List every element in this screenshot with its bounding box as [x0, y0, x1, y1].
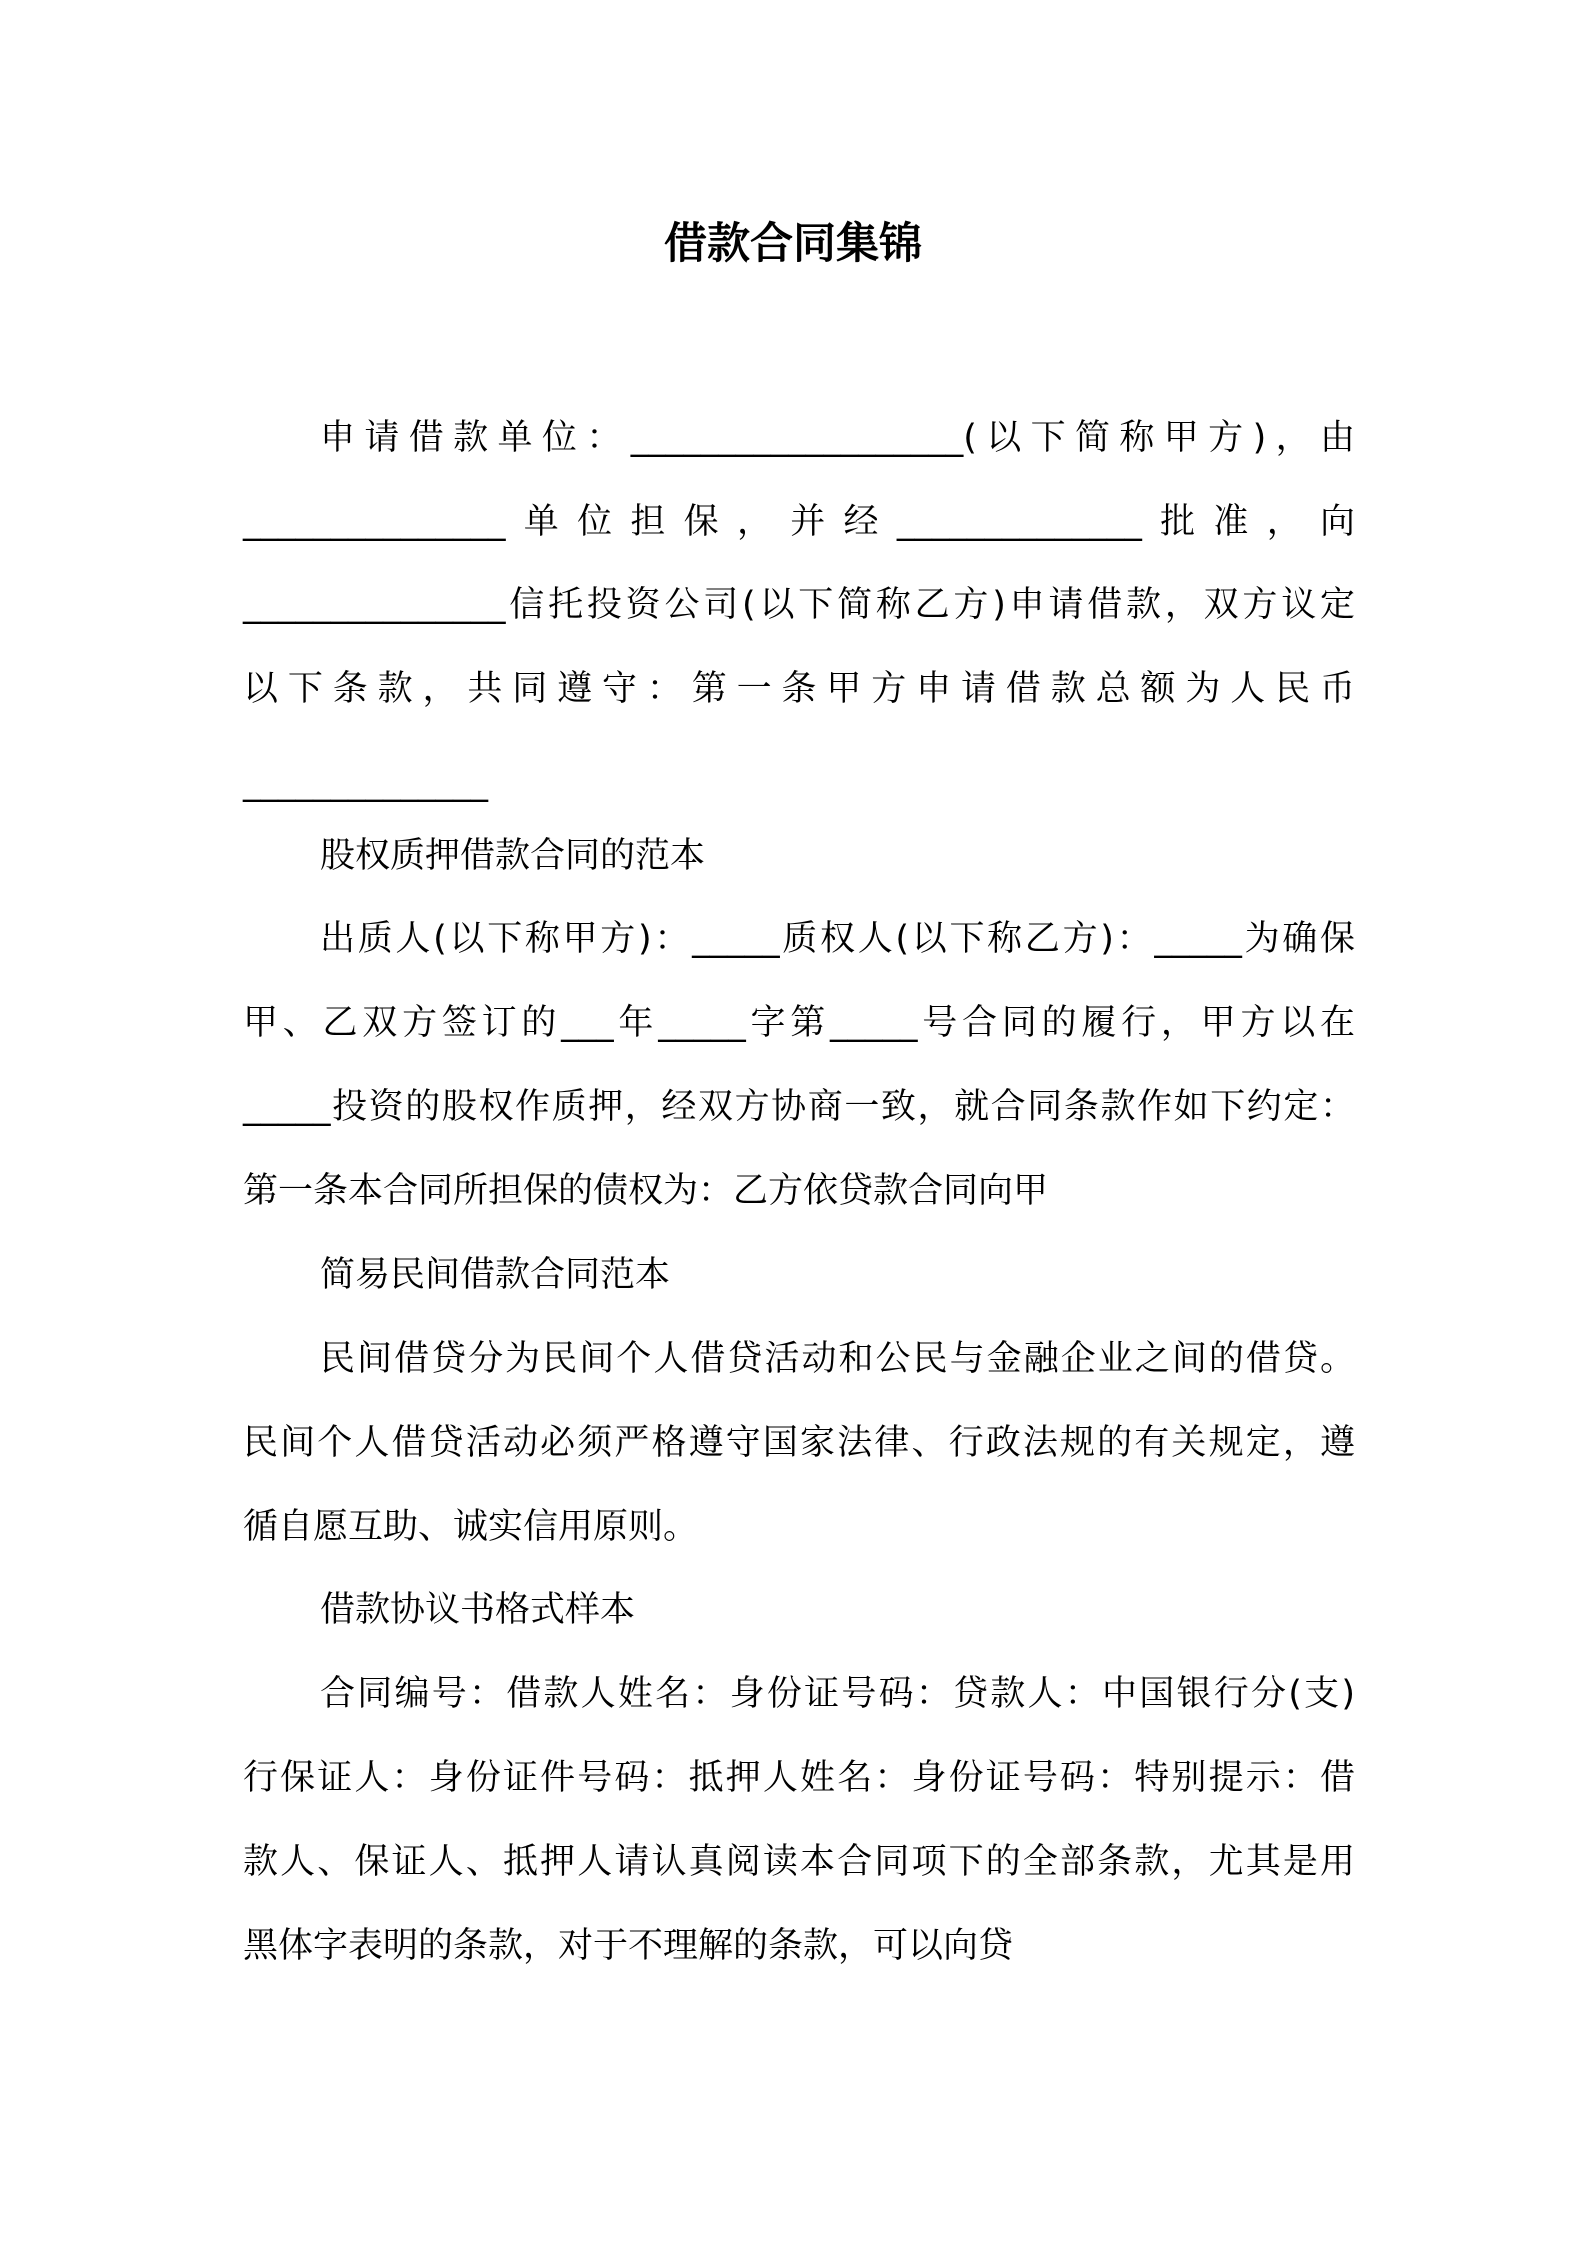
paragraph-line: _____投资的股权作质押，经双方协商一致，就合同条款作如下约定：: [243, 1087, 1355, 1127]
paragraph-line: ______________: [243, 763, 488, 803]
paragraph-line: 款人、保证人、抵押人请认真阅读本合同项下的全部条款，尤其是用: [243, 1842, 1355, 1882]
paragraph-line: 以下条款，共同遵守：第一条甲方申请借款总额为人民币: [243, 669, 1355, 709]
paragraph-line: 民间个人借贷活动必须严格遵守国家法律、行政法规的有关规定，遵: [243, 1423, 1355, 1463]
section-heading: 股权质押借款合同的范本: [320, 836, 706, 876]
paragraph-line: _______________单位担保，并经______________批准，向: [243, 502, 1355, 542]
paragraph-line: 行保证人：身份证件号码：抵押人姓名：身份证号码：特别提示：借: [243, 1758, 1355, 1798]
paragraph-line: 循自愿互助、诚实信用原则。: [243, 1507, 699, 1547]
paragraph-line: 第一条本合同所担保的债权为：乙方依贷款合同向甲: [243, 1171, 1049, 1211]
paragraph-line: 出质人(以下称甲方)：_____质权人(以下称乙方)：_____为确保: [320, 919, 1355, 959]
paragraph-line: 合同编号：借款人姓名：身份证号码：贷款人：中国银行分(支): [320, 1674, 1355, 1714]
paragraph-line: 黑体字表明的条款，对于不理解的条款，可以向贷: [243, 1926, 1014, 1966]
paragraph-line: 民间借贷分为民间个人借贷活动和公民与金融企业之间的借贷。: [320, 1339, 1355, 1379]
paragraph-line: 申请借款单位：___________________(以下简称甲方)，由: [320, 418, 1355, 458]
paragraph-line: 甲、乙双方签订的___年_____字第_____号合同的履行，甲方以在: [243, 1003, 1355, 1043]
section-heading: 简易民间借款合同范本: [320, 1255, 671, 1295]
paragraph-line: _______________信托投资公司(以下简称乙方)申请借款，双方议定: [243, 585, 1355, 625]
section-heading: 借款协议书格式样本: [320, 1590, 636, 1630]
document-title: 借款合同集锦: [664, 219, 922, 269]
